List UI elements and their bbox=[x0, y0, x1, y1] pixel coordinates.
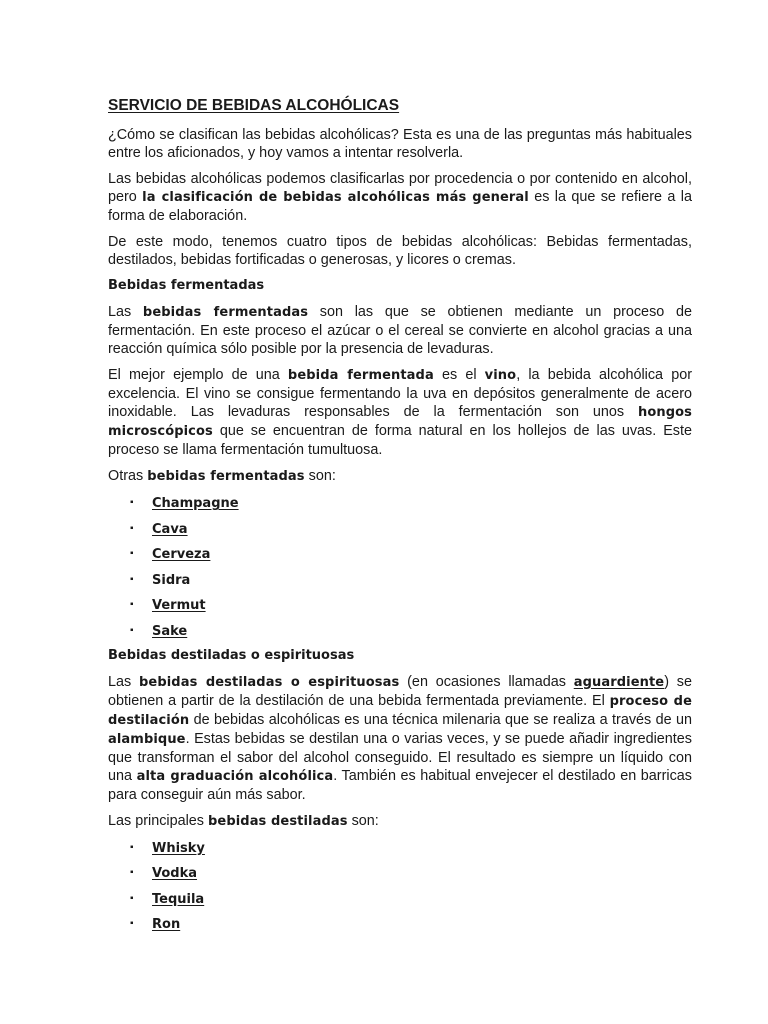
bold-text: bebida fermentada bbox=[287, 368, 434, 383]
intro-paragraph-1: ¿Cómo se clasifican las bebidas alcohólicas? Esta es una de las preguntas más habituales entre los aficionados, y hoy vamos a intentar resolverla. bbox=[108, 127, 692, 161]
document-title: SERVICIO DE BEBIDAS ALCOHÓLICAS bbox=[108, 97, 400, 114]
text-run: Otras bbox=[108, 468, 148, 484]
item-sidra: Sidra bbox=[152, 572, 191, 588]
distilled-list-intro bbox=[108, 812, 692, 831]
bullet-icon: ▪ bbox=[130, 918, 134, 930]
list-item bbox=[108, 520, 692, 546]
bold-text: la clasificación de bebidas alcohólicas más general bbox=[142, 190, 529, 205]
link-cerveza[interactable]: Cerveza bbox=[152, 547, 211, 563]
bold-text: proceso de destilación bbox=[108, 693, 692, 728]
text-run: El mejor ejemplo de una bbox=[108, 367, 288, 383]
link-aguardiente[interactable]: aguardiente bbox=[573, 674, 665, 690]
text-run: que se encuentran de forma natural en los hollejos de las uvas. Este proceso se llama fermentación tumultuosa. bbox=[108, 423, 692, 458]
link-cava[interactable]: Cava bbox=[152, 521, 188, 537]
fermented-paragraph-2 bbox=[108, 366, 692, 459]
bold-text: alta graduación alcohólica bbox=[136, 768, 334, 784]
text-run: . Estas bebidas se destilan una o varias veces, y se puede añadir ingredientes que transforman el sabor del alcohol conseguido. El resultado es siempre un líquido con una bbox=[108, 730, 692, 784]
text-run: son: bbox=[347, 812, 379, 829]
text-run: es el bbox=[433, 367, 485, 383]
list-item bbox=[108, 864, 692, 890]
bullet-icon: ▪ bbox=[130, 599, 134, 611]
text-run: Las principales bbox=[108, 812, 208, 829]
section-heading-fermented: Bebidas fermentadas bbox=[108, 278, 265, 293]
fermented-drinks-list bbox=[108, 494, 692, 648]
bullet-icon: ▪ bbox=[130, 573, 134, 585]
bullet-icon: ▪ bbox=[130, 867, 134, 879]
fermented-paragraph-1 bbox=[108, 303, 692, 358]
bullet-icon: ▪ bbox=[130, 522, 134, 534]
link-ron[interactable]: Ron bbox=[152, 917, 181, 933]
bold-text: alambique bbox=[108, 731, 186, 747]
section-heading-distilled: Bebidas destiladas o espirituosas bbox=[108, 647, 355, 663]
fermented-list-intro bbox=[108, 467, 692, 486]
bullet-icon: ▪ bbox=[130, 892, 134, 904]
link-tequila[interactable]: Tequila bbox=[152, 891, 205, 907]
list-item bbox=[108, 622, 692, 648]
link-vermut[interactable]: Vermut bbox=[152, 598, 206, 614]
list-item bbox=[108, 545, 692, 571]
link-whisky[interactable]: Whisky bbox=[152, 840, 205, 856]
text-run: , la bebida alcohólica por excelencia. El vino se consigue fermentando la uva en depósitos generalmente de acero inoxidable. Las levaduras responsables de la fermentación son unos bbox=[108, 367, 692, 420]
text-run: son las que se obtienen mediante un proceso de fermentación. En este proceso el azúcar o el cereal se convierte en alcohol gracias a una reacción química sólo posible por la presencia de levaduras. bbox=[108, 304, 692, 357]
list-item bbox=[108, 890, 692, 916]
bullet-icon: ▪ bbox=[130, 841, 134, 853]
distilled-drinks-list bbox=[108, 839, 692, 941]
text-run: de bebidas alcohólicas es una técnica milenaria que se realiza a través de un bbox=[189, 711, 692, 728]
link-sake[interactable]: Sake bbox=[152, 623, 188, 639]
distilled-paragraph-1 bbox=[108, 673, 692, 804]
text-run: . También es habitual envejecer el destilado en barricas para conseguir aún más sabor. bbox=[108, 767, 692, 803]
text-run: Las bbox=[108, 304, 143, 320]
text-run: Las bbox=[108, 673, 140, 690]
bullet-icon: ▪ bbox=[130, 624, 134, 636]
text-run: es la que se refiere a la forma de elaboración. bbox=[108, 189, 692, 224]
bold-text: bebidas fermentadas bbox=[147, 469, 305, 484]
bold-text: hongos microscópicos bbox=[108, 405, 692, 439]
text-run: ) se obtienen a partir de la destilación de una bebida fermentada previamente. El bbox=[108, 673, 693, 709]
bold-text: bebidas destiladas o espirituosas bbox=[139, 674, 400, 690]
bold-text: bebidas fermentadas bbox=[142, 305, 309, 320]
bold-text: vino bbox=[484, 368, 517, 383]
intro-paragraph-2 bbox=[108, 170, 692, 225]
intro-paragraph-3: De este modo, tenemos cuatro tipos de bebidas alcohólicas: Bebidas fermentadas, destilados, bebidas fortificadas o generosas, y licores o cremas. bbox=[108, 234, 692, 268]
list-item bbox=[108, 571, 692, 597]
list-item bbox=[108, 596, 692, 622]
bullet-icon: ▪ bbox=[130, 548, 134, 560]
bold-text: bebidas destiladas bbox=[208, 813, 348, 829]
list-item bbox=[108, 915, 692, 941]
text-run: Las bebidas alcohólicas podemos clasificarlas por procedencia o por contenido en alcohol, pero bbox=[108, 171, 692, 205]
list-item bbox=[108, 839, 692, 865]
list-item bbox=[108, 494, 692, 520]
text-run: son: bbox=[304, 468, 336, 484]
text-run: (en ocasiones llamadas bbox=[399, 673, 574, 690]
link-champagne[interactable]: Champagne bbox=[152, 496, 239, 511]
link-vodka[interactable]: Vodka bbox=[152, 866, 198, 882]
bullet-icon: ▪ bbox=[130, 497, 134, 508]
